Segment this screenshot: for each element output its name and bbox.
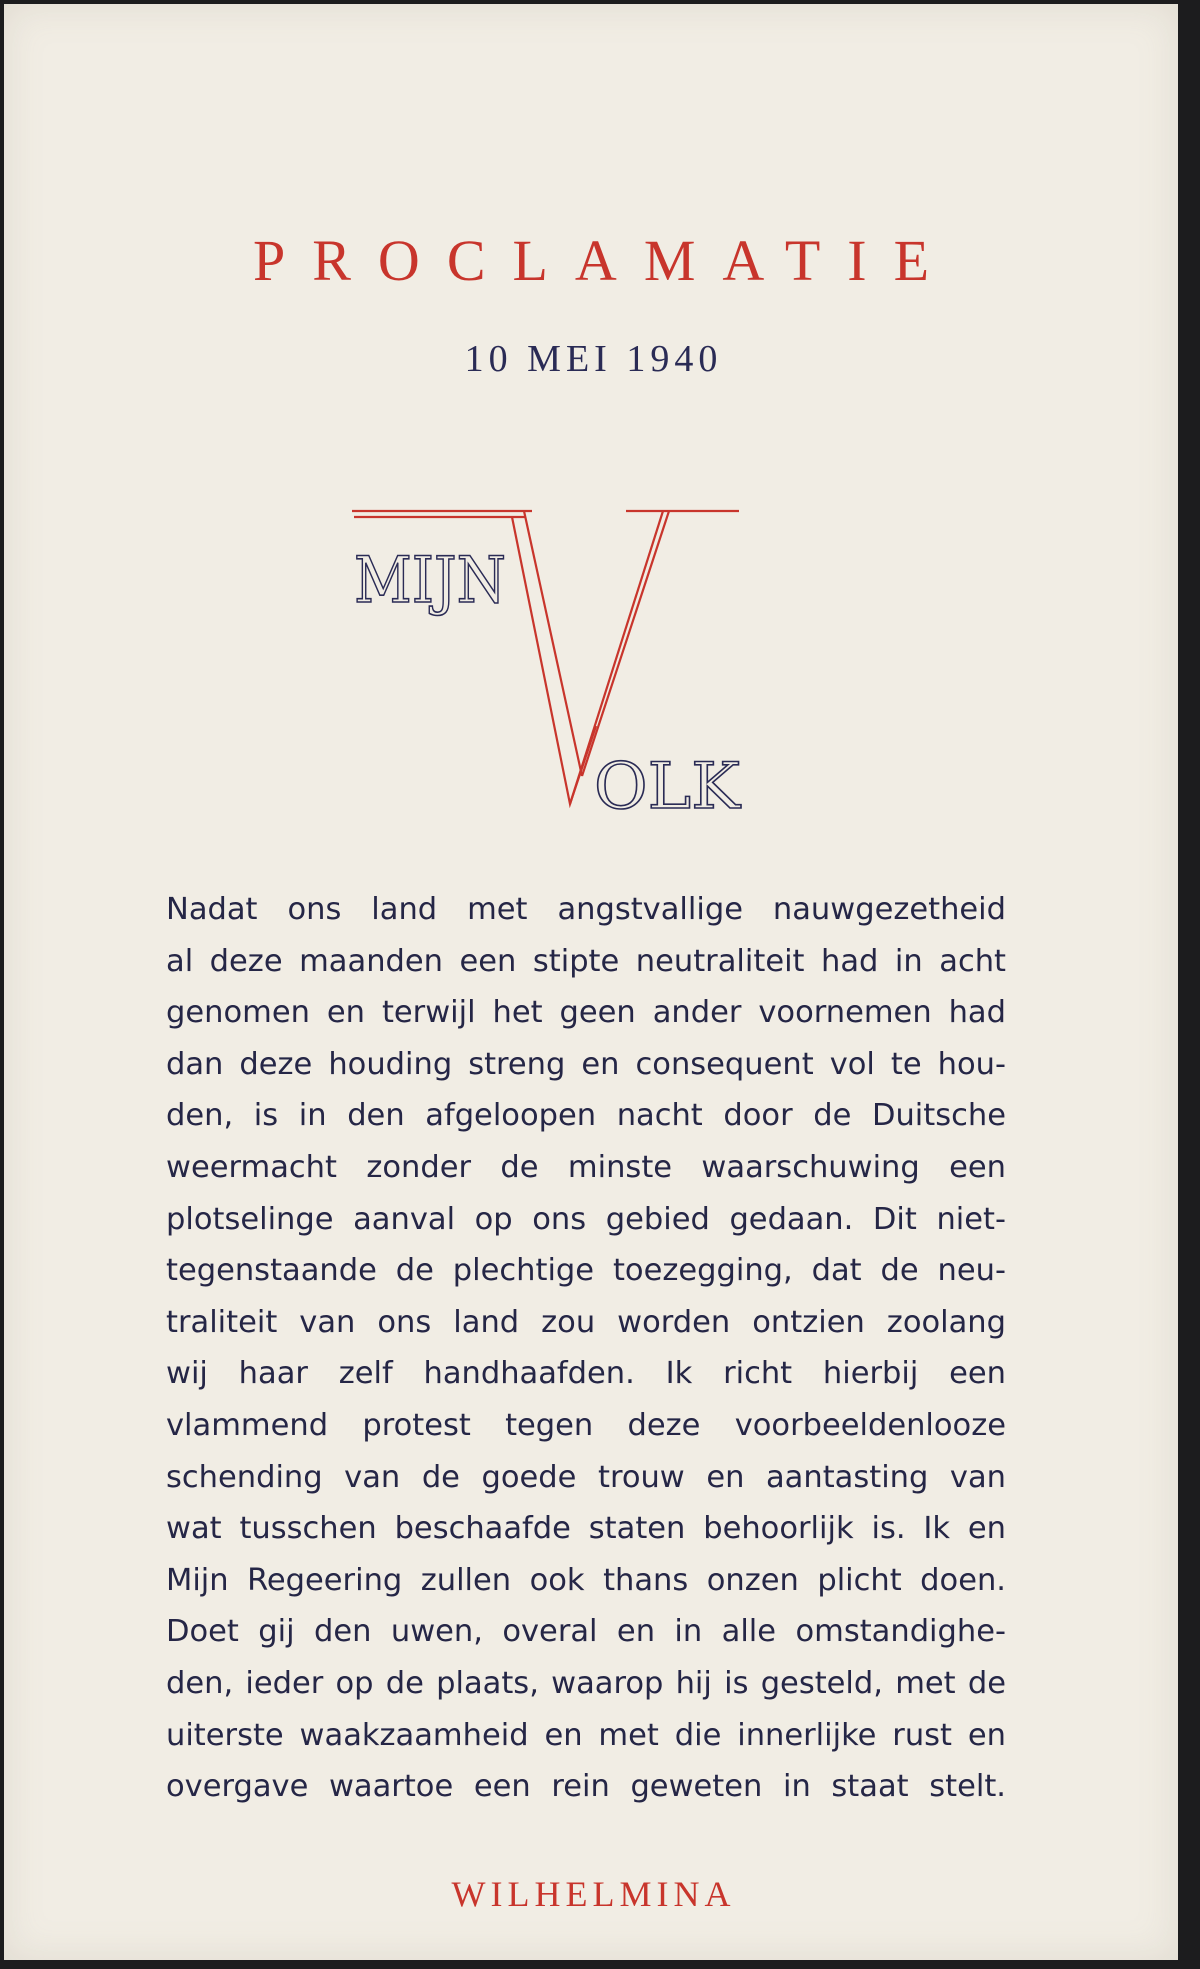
- body-line: Mijn Regeering zullen ook thans onzen plicht doen.: [166, 1562, 1006, 1598]
- body-line: den, is in den afgeloopen nacht door de Duitsche: [166, 1098, 1006, 1134]
- body-line: genomen en terwijl het geen ander voornemen had: [166, 995, 1006, 1031]
- document-title: PROCLAMATIE: [252, 228, 957, 293]
- body-line: Doet gij den uwen, overal en in alle omstandighe-: [166, 1614, 1006, 1650]
- document-date: 10 MEI 1940: [464, 338, 723, 380]
- decorative-v-initial: [352, 511, 739, 804]
- body-line: traliteit van ons land zou worden ontzien zoolang: [166, 1304, 1006, 1340]
- body-line: tegenstaande de plechtige toezegging, dat de neu-: [166, 1253, 1006, 1289]
- signature: WILHELMINA: [451, 1874, 736, 1914]
- body-line: wat tusschen beschaafde staten behoorlijk is. Ik en: [166, 1511, 1006, 1547]
- body-line: den, ieder op de plaats, waarop hij is gesteld, met de: [166, 1665, 1006, 1701]
- body-line: wij haar zelf handhaafden. Ik richt hierbij een: [166, 1356, 1006, 1392]
- body-line: overgave waartoe een rein geweten in staat stelt.: [166, 1769, 1006, 1805]
- body-line: weermacht zonder de minste waarschuwing een: [166, 1149, 1006, 1185]
- body-line: vlammend protest tegen deze voorbeeldenlooze: [166, 1407, 1006, 1443]
- heading-word-mijn: MIJN: [354, 544, 506, 618]
- body-line: al deze maanden een stipte neutraliteit had in acht: [166, 943, 1006, 979]
- body-line: Nadat ons land met angstvallige nauwgezetheid: [166, 892, 1006, 927]
- mijn-volk-heading: [4, 4, 1178, 904]
- body-line: plotselinge aanval op ons gebied gedaan. Dit niet-: [166, 1201, 1006, 1237]
- proclamation-sheet: [4, 4, 1178, 1960]
- body-line: dan deze houding streng en consequent vol te hou-: [166, 1046, 1006, 1082]
- body-line: uiterste waakzaamheid en met die innerlijke rust en: [166, 1717, 1006, 1753]
- body-line: schending van de goede trouw en aantasting van: [166, 1459, 1006, 1495]
- heading-word-volk-rest: OLK: [594, 750, 742, 824]
- proclamation-body: [166, 884, 1006, 1813]
